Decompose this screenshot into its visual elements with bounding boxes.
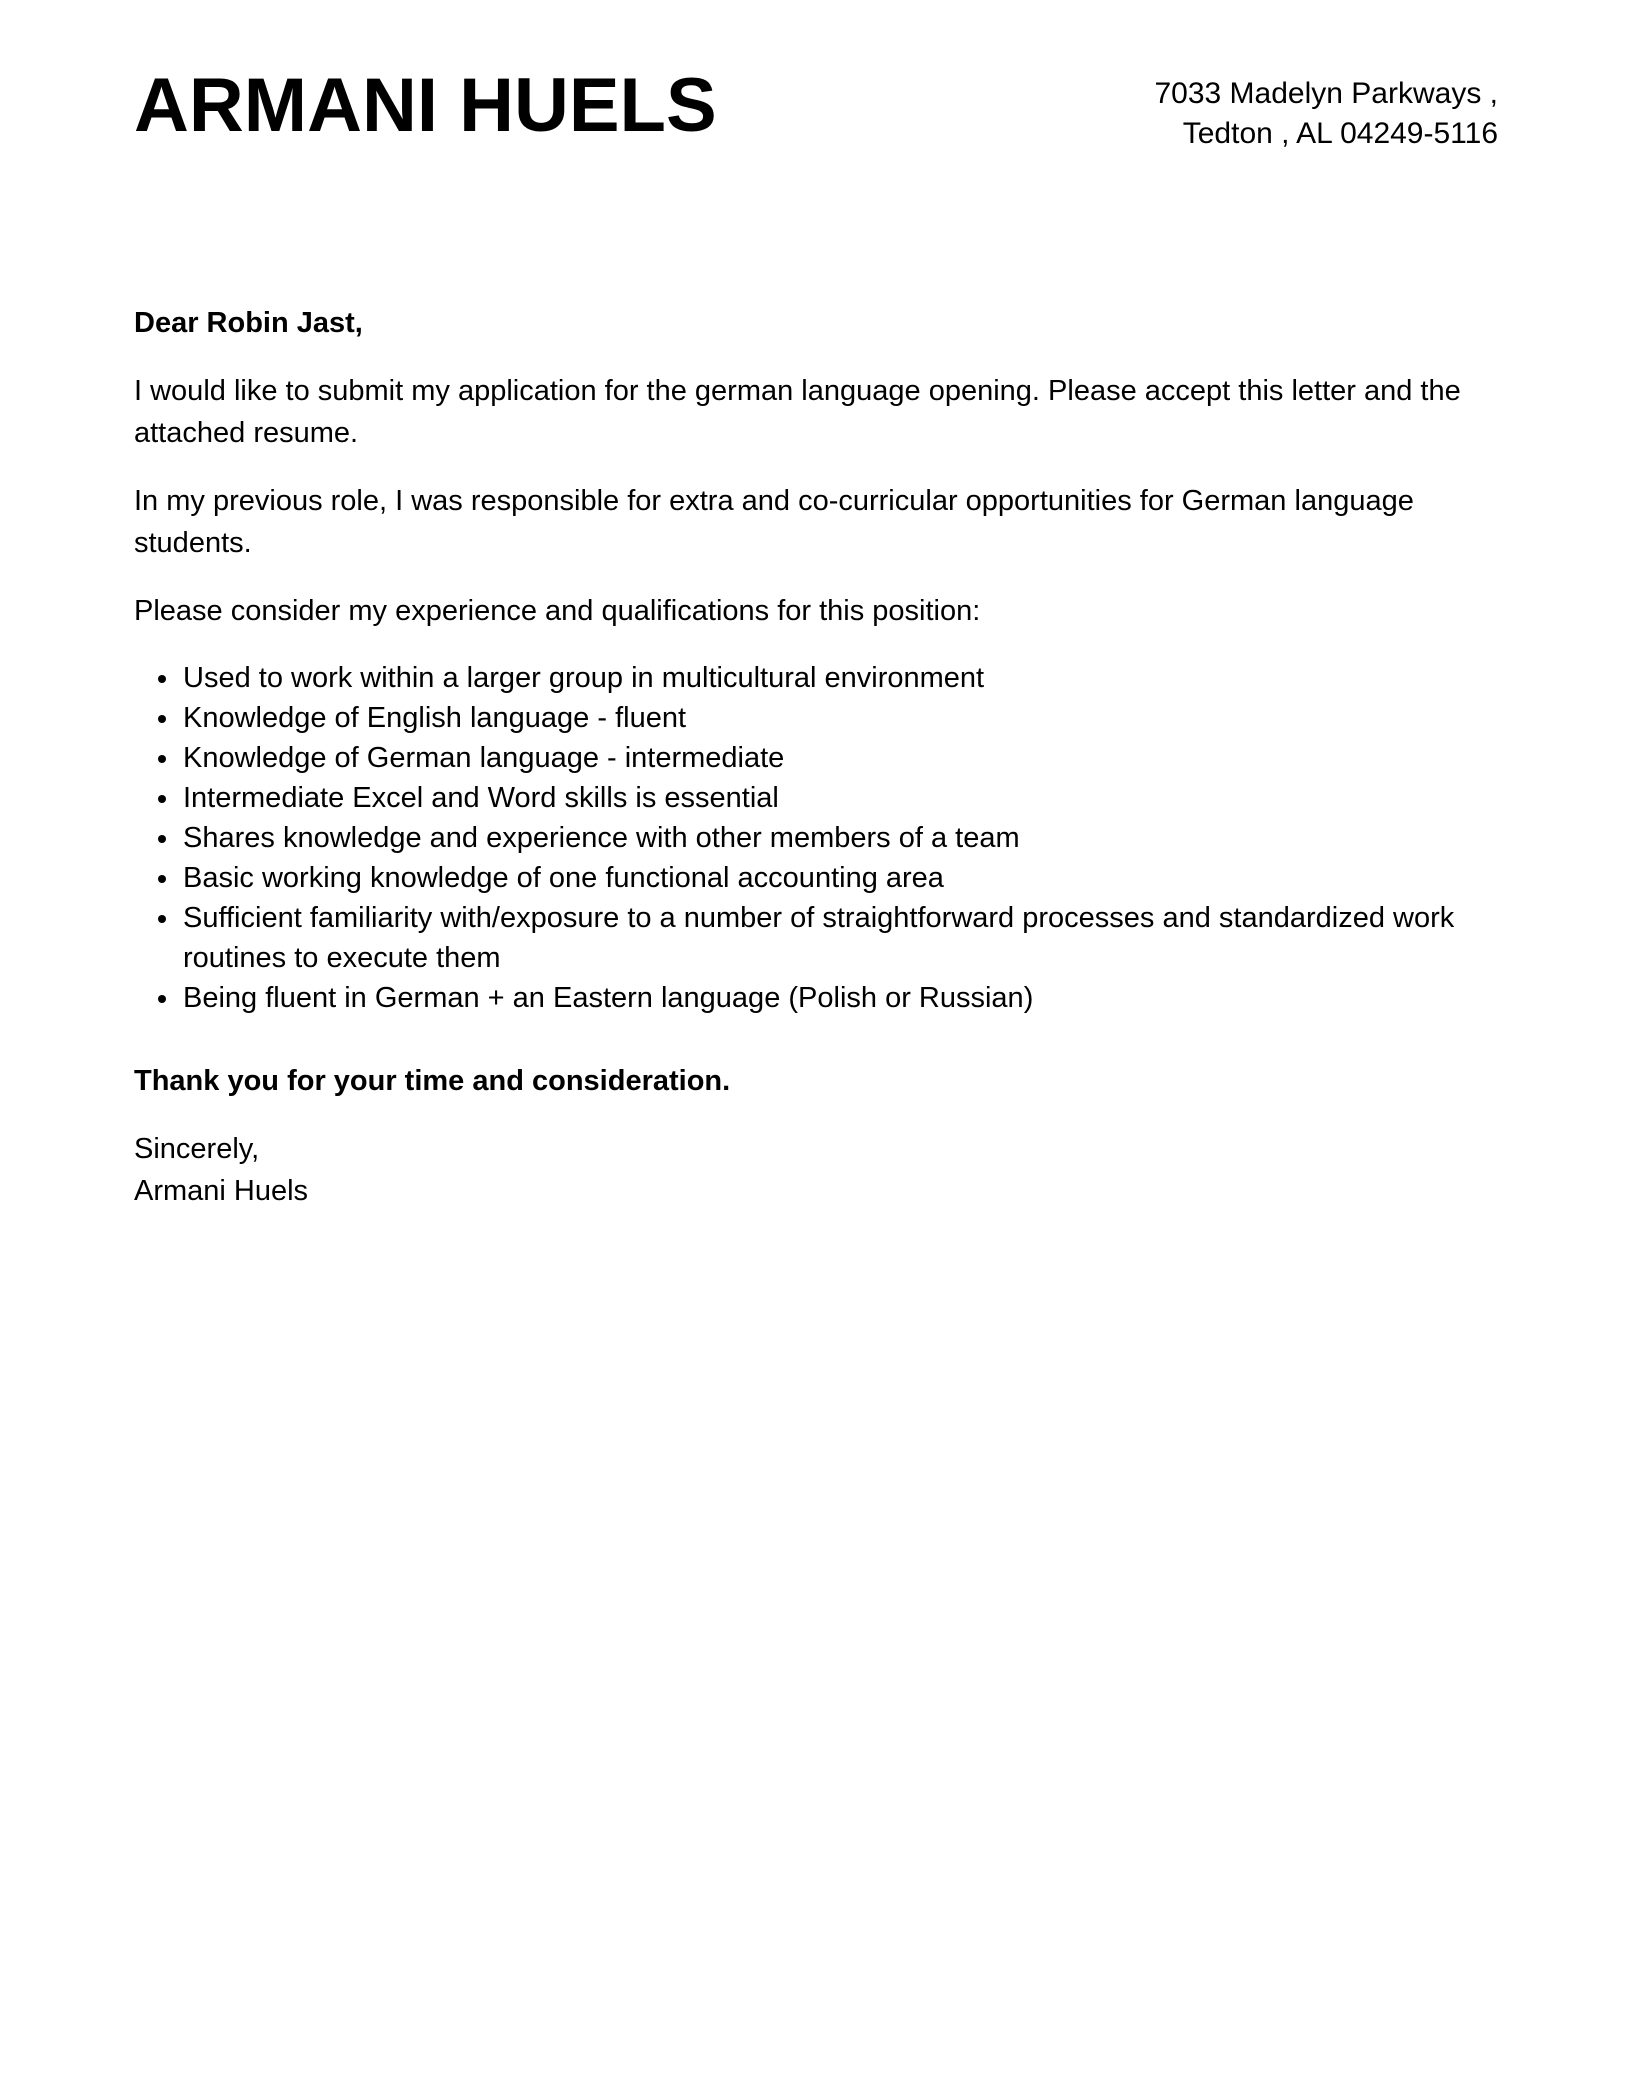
sender-address xyxy=(1154,74,1498,154)
greeting: Dear Robin Jast, xyxy=(134,307,363,339)
signature-block xyxy=(134,1128,1498,1212)
address-line-1: 7033 Madelyn Parkways , xyxy=(1154,77,1498,110)
paragraph-consider: Please consider my experience and qualifications for this position: xyxy=(134,595,981,627)
paragraph-previous-role: In my previous role, I was responsible for extra and co-curricular opportunities for German language students. xyxy=(134,485,1414,559)
qualification-item: • Sufficient familiarity with/exposure to a number of straightforward processes and standardized work routines to execute them xyxy=(181,898,1498,978)
qualifications-list xyxy=(134,658,1498,1018)
signoff: Sincerely, xyxy=(134,1133,260,1165)
qualification-item: • Being fluent in German + an Eastern language (Polish or Russian) xyxy=(181,978,1498,1018)
paragraph-application: I would like to submit my application for the german language opening. Please accept this letter and the attached resume. xyxy=(134,375,1461,449)
letter-header xyxy=(134,64,1498,154)
closing-line: Thank you for your time and consideration. xyxy=(134,1065,731,1097)
address-line-2: Tedton , AL 04249-5116 xyxy=(1182,117,1498,150)
qualification-item: • Used to work within a larger group in multicultural environment xyxy=(181,658,1498,698)
qualification-item: • Basic working knowledge of one functional accounting area xyxy=(181,858,1498,898)
qualification-item: • Knowledge of English language - fluent xyxy=(181,698,1498,738)
letter-body xyxy=(134,302,1498,1212)
sender-name: ARMANI HUELS xyxy=(134,63,717,148)
qualification-item: • Shares knowledge and experience with other members of a team xyxy=(181,818,1498,858)
qualification-item: • Knowledge of German language - intermediate xyxy=(181,738,1498,778)
qualification-item: • Intermediate Excel and Word skills is essential xyxy=(181,778,1498,818)
signature-name: Armani Huels xyxy=(134,1175,309,1207)
